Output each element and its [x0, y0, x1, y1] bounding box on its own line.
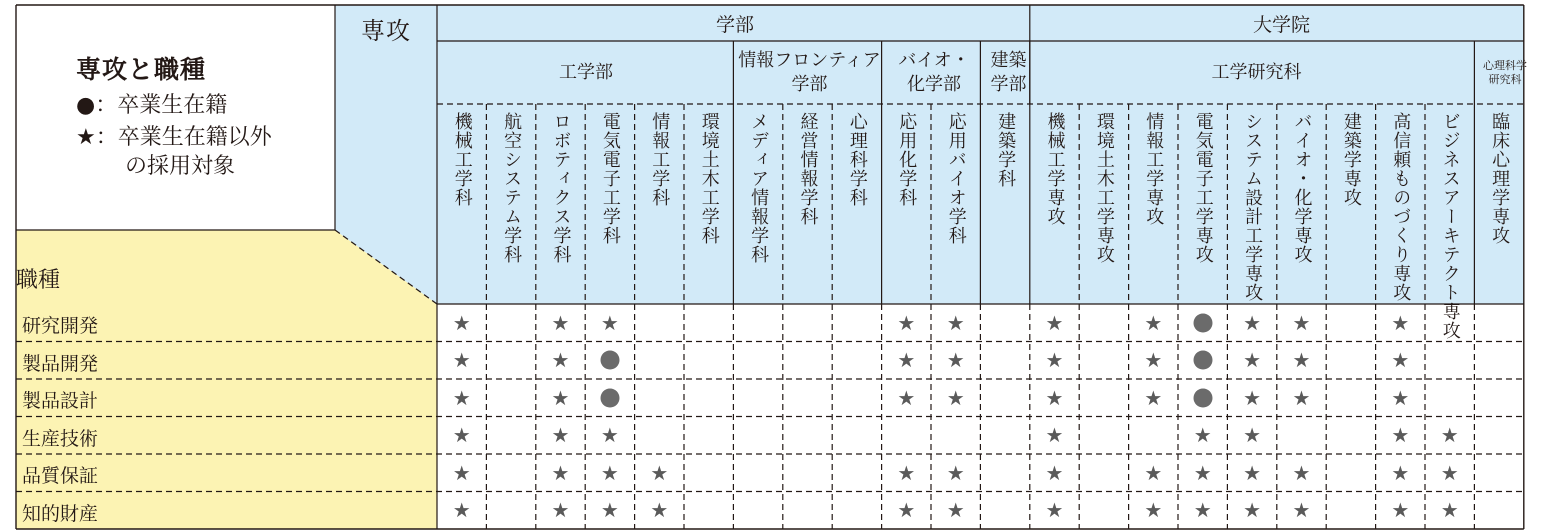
column-header-4: 情報工学科: [649, 112, 671, 207]
job-label-3: 生産技術: [22, 427, 99, 450]
star-mark-glyph: ★: [897, 498, 916, 523]
column-header-21: 臨床心理学専攻: [1489, 112, 1511, 245]
star-mark-glyph: ★: [1391, 423, 1410, 448]
star-mark-glyph: ★: [1440, 423, 1459, 448]
group-bio-kagaku-line1: バイオ・: [898, 49, 970, 71]
star-mark-glyph: ★: [1144, 460, 1163, 485]
star-mark-glyph: ★: [946, 310, 965, 335]
group-shinri-kenkyuka-line2: 研究科: [1488, 72, 1522, 86]
column-header-9: 応用化学科: [896, 112, 918, 207]
star-mark-glyph: ★: [551, 498, 570, 523]
star-mark-glyph: ★: [1243, 423, 1262, 448]
group-joho-frontier-line2: 学部: [791, 73, 828, 95]
column-header-12: 機械工学専攻: [1044, 112, 1066, 226]
star-mark-glyph: ★: [946, 460, 965, 485]
group-kogaku-kenkyuka: 工学研究科: [1211, 61, 1302, 83]
star-mark-glyph: ★: [1292, 310, 1311, 335]
dot-mark-circle: [1193, 388, 1212, 407]
star-mark-glyph: ★: [452, 498, 471, 523]
dot-mark-circle: [1193, 351, 1212, 370]
dot-mark-circle: [600, 351, 619, 370]
group-kenchiku: [984, 41, 1033, 104]
star-mark-glyph: ★: [1144, 348, 1163, 373]
star-mark-glyph: ★: [551, 423, 570, 448]
star-mark-glyph: ★: [650, 498, 669, 523]
column-header-7: 経営情報学科: [797, 112, 819, 226]
senko-header: 専攻: [361, 16, 411, 45]
legend-star-line-cont: の採用対象: [125, 154, 236, 179]
group-joho-frontier-line1: 情報フロンティア: [738, 49, 881, 71]
column-header-19: 高信頼ものづくり専攻: [1390, 112, 1412, 302]
job-label-5: 知的財産: [22, 502, 99, 525]
star-mark-glyph: ★: [1292, 348, 1311, 373]
group-shinri-kenkyuka-line1: 心理科学: [1483, 58, 1527, 72]
daigakuin-header: 大学院: [1252, 13, 1310, 36]
star-mark-glyph: ★: [946, 385, 965, 410]
column-header-6: メディア情報学科: [748, 112, 770, 264]
star-mark-glyph: ★: [897, 348, 916, 373]
column-header-18: 建築学専攻: [1340, 112, 1362, 207]
star-mark-glyph: ★: [600, 310, 619, 335]
column-header-2: ロボティクス学科: [550, 112, 572, 264]
gakubu-header: 学部: [715, 13, 754, 36]
group-kogakubu: 工学部: [559, 61, 613, 83]
star-mark-glyph: ★: [1045, 423, 1064, 448]
star-mark-glyph: ★: [1045, 385, 1064, 410]
star-mark-glyph: ★: [551, 385, 570, 410]
star-mark-glyph: ★: [600, 460, 619, 485]
column-header-16: システム設計工学専攻: [1242, 112, 1264, 302]
group-joho-frontier: [735, 41, 884, 104]
star-mark-glyph: ★: [1440, 460, 1459, 485]
star-mark-glyph: ★: [551, 460, 570, 485]
group-shinri-kenkyuka: [1480, 41, 1530, 104]
star-mark-glyph: ★: [897, 385, 916, 410]
star-mark-glyph: ★: [1045, 348, 1064, 373]
star-mark-glyph: ★: [1144, 310, 1163, 335]
star-mark-glyph: ★: [452, 423, 471, 448]
group-kenchiku-line2: 学部: [990, 73, 1027, 95]
legend-star-line: ★：卒業生在籍以外: [76, 125, 272, 150]
star-mark-glyph: ★: [600, 423, 619, 448]
star-mark-glyph: ★: [1144, 385, 1163, 410]
job-label-1: 製品開発: [22, 352, 99, 375]
group-bio-kagaku-line2: 化学部: [907, 73, 961, 95]
star-mark-glyph: ★: [1243, 385, 1262, 410]
star-mark-glyph: ★: [600, 498, 619, 523]
star-mark-glyph: ★: [650, 460, 669, 485]
legend-title: 専攻と職種: [76, 55, 207, 84]
star-mark-glyph: ★: [1391, 348, 1410, 373]
star-mark-glyph: ★: [1391, 385, 1410, 410]
star-mark-glyph: ★: [452, 348, 471, 373]
star-mark-glyph: ★: [551, 310, 570, 335]
column-header-10: 応用バイオ学科: [945, 112, 967, 245]
star-mark-glyph: ★: [1243, 498, 1262, 523]
column-header-17: バイオ・化学専攻: [1291, 112, 1313, 264]
column-header-3: 電気電子工学科: [599, 112, 621, 245]
dot-mark-circle: [1193, 313, 1212, 332]
column-header-14: 情報工学専攻: [1143, 112, 1165, 226]
star-mark-glyph: ★: [452, 460, 471, 485]
star-mark-glyph: ★: [946, 348, 965, 373]
star-mark-glyph: ★: [946, 498, 965, 523]
dot-mark-circle: [600, 388, 619, 407]
star-mark-glyph: ★: [1193, 423, 1212, 448]
star-mark-glyph: ★: [1144, 498, 1163, 523]
group-bio-kagaku: [884, 41, 984, 104]
legend-dot-line: ●：卒業生在籍: [76, 93, 228, 118]
column-header-0: 機械工学科: [451, 112, 473, 207]
star-mark-glyph: ★: [1292, 385, 1311, 410]
column-header-1: 航空システム学科: [501, 112, 523, 264]
column-header-5: 環境土木工学科: [698, 112, 720, 245]
star-mark-glyph: ★: [1243, 460, 1262, 485]
shokushu-header: 職種: [16, 267, 61, 293]
column-header-13: 環境土木工学専攻: [1093, 112, 1115, 264]
job-label-0: 研究開発: [22, 315, 99, 337]
star-mark-glyph: ★: [1391, 310, 1410, 335]
star-mark-glyph: ★: [1391, 460, 1410, 485]
job-label-4: 品質保証: [22, 465, 99, 487]
star-mark-glyph: ★: [452, 385, 471, 410]
star-mark-glyph: ★: [1243, 310, 1262, 335]
group-kenchiku-line1: 建築: [990, 49, 1027, 71]
star-mark-glyph: ★: [897, 310, 916, 335]
column-header-15: 電気電子工学専攻: [1192, 112, 1214, 264]
star-mark-glyph: ★: [1193, 460, 1212, 485]
star-mark-glyph: ★: [1243, 348, 1262, 373]
star-mark-glyph: ★: [1045, 310, 1064, 335]
star-mark-glyph: ★: [1045, 460, 1064, 485]
star-mark-glyph: ★: [1045, 498, 1064, 523]
star-mark-glyph: ★: [897, 460, 916, 485]
star-mark-glyph: ★: [1193, 498, 1212, 523]
job-label-2: 製品設計: [22, 390, 99, 412]
star-mark-glyph: ★: [551, 348, 570, 373]
star-mark-glyph: ★: [1292, 460, 1311, 485]
column-header-8: 心理科学科: [846, 112, 868, 207]
star-mark-glyph: ★: [1391, 498, 1410, 523]
column-header-20: ビジネスアーキテクト専攻: [1439, 112, 1461, 340]
star-mark-glyph: ★: [452, 310, 471, 335]
column-header-11: 建築学科: [995, 112, 1017, 188]
star-mark-glyph: ★: [1292, 498, 1311, 523]
star-mark-glyph: ★: [1440, 498, 1459, 523]
